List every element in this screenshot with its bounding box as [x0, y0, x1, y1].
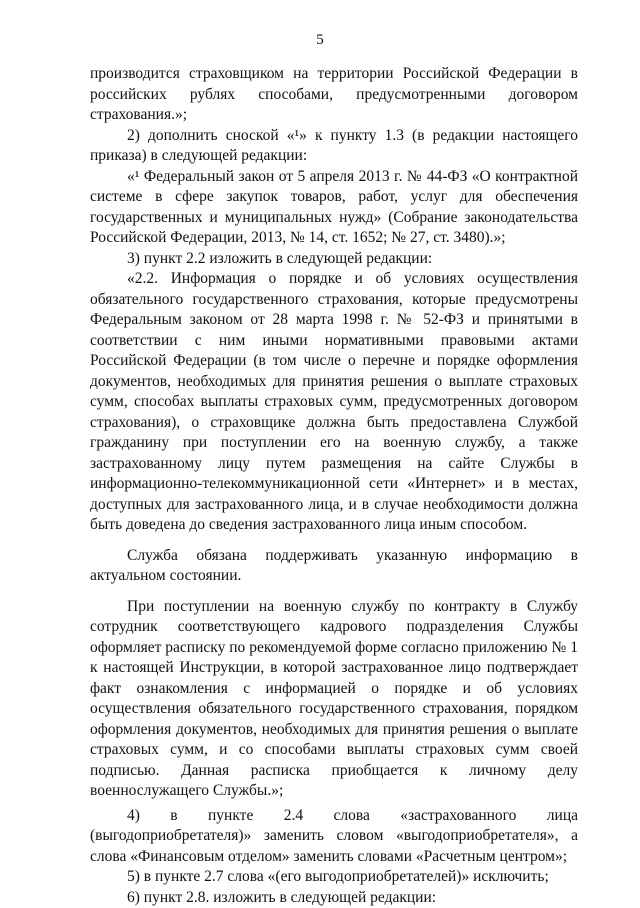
paragraph-receipt: При поступлении на военную службу по контракту в Службу сотрудник соответствующего кадрового подразделения Службы оформляет расписку по рекомендуемой форме согласно приложению № 1 к настоящей Инструкции, в которой застрахованное лицо подтверждает факт ознакомления с информацией о порядке и об условиях осуществления обязательного государственного страхования, порядком оформления документов, необходимых для принятия решения о выплате страховых сумм, и со способами выплаты страховых сумм своей подписью. Данная расписка приобщается к личному делу военнослужащего Службы.»; — [90, 597, 578, 802]
paragraph-item-6: 6) пункт 2.8. изложить в следующей редакции: — [90, 888, 578, 908]
paragraph-obligation: Служба обязана поддерживать указанную информацию в актуальном состоянии. — [90, 546, 578, 587]
paragraph-clause-2-2: «2.2. Информация о порядке и об условиях осуществления обязательного государственного страхования, которые предусмотрены Федеральным законом от 28 марта 1998 г. № 52-ФЗ и принятыми в соответствии с ним иными нормативными правовыми актами Российской Федерации (в том числе о перечне и порядке оформления документов, необходимых для принятия решения о выплате страховых сумм, способах выплаты страховых сумм, предусмотренных договором страхования), о страховщике должна быть предоставлена Службой гражданину при поступлении его на военную службу, а также застрахованному лицу путем размещения на сайте Службы в информационно-телекоммуникационной сети «Интернет» и в местах, доступных для застрахованного лица, и в случае необходимости должна быть доведена до сведения застрахованного лица иным способом. — [90, 269, 578, 536]
paragraph-item-5: 5) в пункте 2.7 слова «(его выгодоприобретателей)» исключить; — [90, 867, 578, 888]
paragraph-item-3: 3) пункт 2.2 изложить в следующей редакции: — [90, 249, 578, 270]
document-body — [90, 64, 578, 908]
paragraph-item-2: 2) дополнить сноской «¹» к пункту 1.3 (в редакции настоящего приказа) в следующей редакции: — [90, 126, 578, 167]
paragraph-item-4: 4) в пункте 2.4 слова «застрахованного лица (выгодоприобретателя)» заменить словом «выгодоприобретателя», а слова «Финансовым отделом» заменить словами «Расчетным центром»; — [90, 806, 578, 868]
page-number: 5 — [0, 31, 640, 49]
paragraph-continuation: производится страховщиком на территории Российской Федерации в российских рублях способами, предусмотренными договором страхования.»; — [90, 64, 578, 126]
paragraph-footnote-text: «¹ Федеральный закон от 5 апреля 2013 г. № 44-ФЗ «О контрактной системе в сфере закупок товаров, работ, услуг для обеспечения государственных и муниципальных нужд» (Собрание законодательства Российской Федерации, 2013, № 14, ст. 1652; № 27, ст. 3480).»; — [90, 167, 578, 249]
